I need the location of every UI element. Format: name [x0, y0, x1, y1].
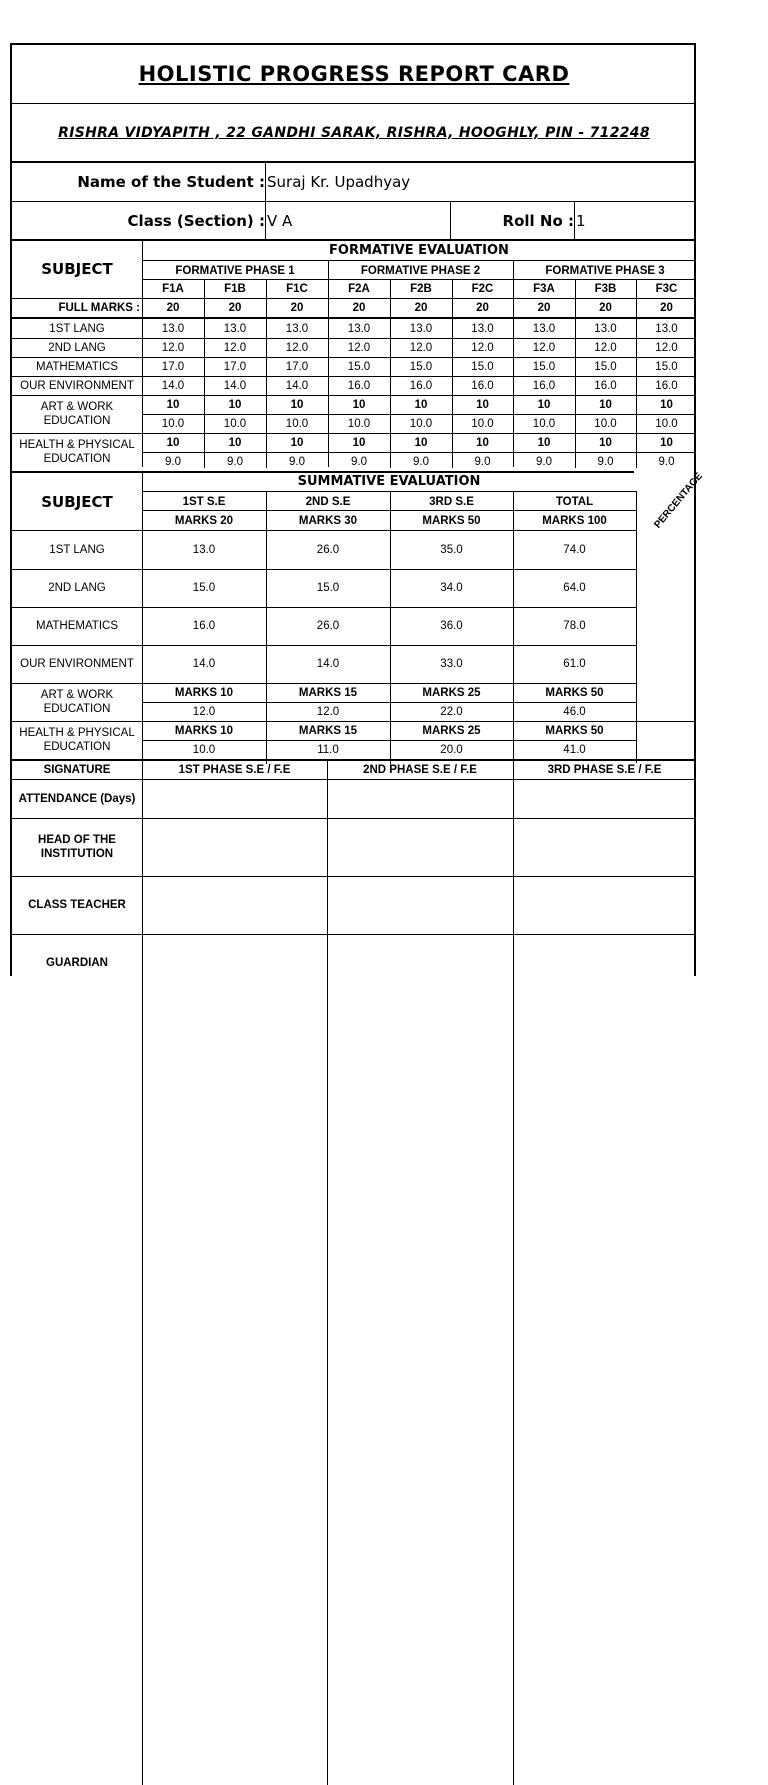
- signature-row-label: CLASS TEACHER: [28, 899, 126, 911]
- max-marks: 10: [352, 398, 366, 411]
- full-marks: 20: [290, 302, 304, 314]
- max-marks: 10: [290, 436, 304, 449]
- phase-header: 1ST PHASE S.E / F.E: [178, 764, 291, 776]
- score: 17.0: [223, 360, 247, 373]
- score: 9.0: [658, 455, 675, 468]
- subject-name: 1ST LANG: [49, 544, 105, 556]
- subject-name: MATHEMATICS: [36, 620, 118, 632]
- score: 17.0: [161, 360, 185, 373]
- subject-name: ART & WORK EDUCATION: [40, 401, 114, 427]
- subject-name: MATHEMATICS: [36, 360, 118, 373]
- max-marks: 10: [290, 398, 304, 411]
- column-header: TOTAL: [555, 495, 594, 508]
- max-marks: 10: [660, 398, 673, 411]
- score: 15.0: [192, 582, 216, 594]
- phase-header: 2ND PHASE S.E / F.E: [363, 764, 477, 776]
- full-marks: 20: [228, 302, 242, 314]
- score: 26.0: [316, 544, 340, 556]
- score: 13.0: [192, 544, 216, 556]
- score: 9.0: [536, 455, 552, 468]
- score: 13.0: [655, 322, 678, 335]
- score: 36.0: [440, 620, 463, 632]
- full-marks: 20: [476, 302, 489, 314]
- signature-row-label: ATTENDANCE (Days): [18, 793, 136, 805]
- max-marks: 10: [599, 398, 612, 411]
- score: 46.0: [563, 705, 586, 718]
- max-marks: 10: [660, 436, 673, 449]
- score: 14.0: [316, 658, 340, 670]
- score: 13.0: [594, 322, 617, 335]
- score: 15.0: [347, 360, 371, 373]
- score: 15.0: [532, 360, 556, 373]
- full-marks-label: FULL MARKS :: [58, 302, 140, 314]
- max-marks: 10: [599, 436, 612, 449]
- score: 64.0: [563, 582, 586, 594]
- score: 9.0: [165, 455, 181, 468]
- score: 13.0: [285, 322, 309, 335]
- student-name: Suraj Kr. Upadhyay: [267, 173, 411, 191]
- subject-header: SUBJECT: [41, 493, 113, 511]
- roll-no-label: Roll No :: [502, 211, 574, 230]
- score: 20.0: [440, 743, 463, 756]
- marks-header: MARKS 50: [545, 724, 604, 737]
- score: 10.0: [594, 417, 617, 430]
- score: 12.0: [409, 341, 433, 354]
- score: 33.0: [440, 658, 463, 670]
- subject-name: 2ND LANG: [48, 582, 106, 594]
- column-header: F1C: [286, 283, 308, 295]
- score: 12.0: [223, 341, 247, 354]
- score: 15.0: [594, 360, 617, 373]
- max-marks: 10: [166, 398, 180, 411]
- score: 34.0: [440, 582, 463, 594]
- formative-header: FORMATIVE EVALUATION: [329, 243, 509, 258]
- marks-header: MARKS 25: [422, 686, 481, 699]
- score: 11.0: [317, 743, 339, 756]
- score: 9.0: [597, 455, 614, 468]
- subject-name: HEALTH & PHYSICAL EDUCATION: [19, 727, 135, 753]
- class-section-label: Class (Section) :: [127, 211, 265, 230]
- score: 13.0: [347, 322, 371, 335]
- score: 12.0: [655, 341, 678, 354]
- max-marks: 10: [537, 398, 551, 411]
- score: 16.0: [594, 379, 617, 392]
- column-header: F2B: [410, 283, 432, 295]
- column-header: F2A: [348, 283, 370, 295]
- table-rule: [636, 491, 637, 763]
- max-marks: 10: [228, 398, 242, 411]
- score: 16.0: [655, 379, 678, 392]
- score: 16.0: [532, 379, 556, 392]
- score: 41.0: [563, 743, 586, 756]
- max-marks: 10: [537, 436, 551, 449]
- signature-header: SIGNATURE: [43, 764, 111, 776]
- max-marks: 10: [228, 436, 242, 449]
- score: 26.0: [316, 620, 340, 632]
- score: 10.0: [655, 417, 678, 430]
- marks-header: MARKS 20: [174, 514, 234, 527]
- full-marks: 20: [537, 302, 551, 314]
- score: 14.0: [161, 379, 185, 392]
- class-section: V A: [267, 211, 293, 230]
- subject-name: HEALTH & PHYSICAL EDUCATION: [19, 439, 135, 465]
- table-rule: [327, 761, 328, 1785]
- score: 9.0: [227, 455, 243, 468]
- score: 17.0: [285, 360, 309, 373]
- score: 16.0: [347, 379, 371, 392]
- max-marks: 10: [414, 398, 428, 411]
- phase-header: FORMATIVE PHASE 2: [360, 264, 481, 277]
- score: 9.0: [289, 455, 305, 468]
- score: 12.0: [192, 705, 216, 718]
- score: 16.0: [192, 620, 216, 632]
- phase-header: FORMATIVE PHASE 1: [175, 264, 295, 277]
- marks-header: MARKS 30: [298, 514, 358, 527]
- subject-name: ART & WORK EDUCATION: [40, 689, 114, 715]
- report-title: HOLISTIC PROGRESS REPORT CARD: [138, 62, 570, 86]
- score: 12.0: [471, 341, 494, 354]
- score: 12.0: [316, 705, 340, 718]
- score: 61.0: [563, 658, 586, 670]
- phase-header: 3RD PHASE S.E / F.E: [547, 764, 662, 776]
- marks-header: MARKS 10: [174, 686, 234, 699]
- subject-name: 1ST LANG: [49, 322, 105, 335]
- score: 14.0: [223, 379, 247, 392]
- score: 13.0: [409, 322, 433, 335]
- column-header: F3C: [655, 283, 678, 295]
- max-marks: 10: [414, 436, 428, 449]
- score: 35.0: [440, 544, 463, 556]
- score: 10.0: [285, 417, 309, 430]
- column-header: 2ND S.E: [305, 495, 351, 508]
- report-card: [10, 43, 705, 976]
- score: 9.0: [351, 455, 367, 468]
- score: 10.0: [223, 417, 247, 430]
- full-marks: 20: [599, 302, 612, 314]
- score: 10.0: [409, 417, 433, 430]
- phase-header: FORMATIVE PHASE 3: [545, 264, 665, 277]
- subject-header: SUBJECT: [41, 260, 113, 278]
- full-marks: 20: [414, 302, 428, 314]
- score: 10.0: [471, 417, 494, 430]
- score: 12.0: [347, 341, 371, 354]
- table-rule: [142, 510, 636, 511]
- score: 13.0: [161, 322, 185, 335]
- marks-header: MARKS 15: [298, 686, 358, 699]
- score: 15.0: [471, 360, 494, 373]
- subject-name: OUR ENVIRONMENT: [20, 658, 134, 670]
- score: 13.0: [532, 322, 556, 335]
- signature-row-label: GUARDIAN: [46, 957, 108, 969]
- score: 12.0: [532, 341, 556, 354]
- score: 13.0: [471, 322, 494, 335]
- score: 12.0: [161, 341, 185, 354]
- subject-name: OUR ENVIRONMENT: [20, 379, 134, 392]
- full-marks: 20: [352, 302, 366, 314]
- score: 14.0: [192, 658, 216, 670]
- score: 15.0: [655, 360, 678, 373]
- column-header: 1ST S.E: [182, 495, 226, 508]
- marks-header: MARKS 25: [422, 724, 481, 737]
- summative-header: SUMMATIVE EVALUATION: [297, 474, 481, 489]
- max-marks: 10: [352, 436, 366, 449]
- score: 15.0: [409, 360, 433, 373]
- subject-name: 2ND LANG: [48, 341, 106, 354]
- score: 16.0: [471, 379, 494, 392]
- marks-header: MARKS 50: [422, 514, 481, 527]
- column-header: 3RD S.E: [429, 495, 474, 508]
- score: 16.0: [409, 379, 433, 392]
- marks-header: MARKS 100: [542, 514, 607, 527]
- table-rule: [142, 761, 143, 1785]
- column-header: F3B: [594, 283, 617, 295]
- student-name-label: Name of the Student :: [77, 173, 265, 191]
- score: 22.0: [440, 705, 463, 718]
- score: 78.0: [563, 620, 586, 632]
- full-marks: 20: [166, 302, 180, 314]
- full-marks: 20: [660, 302, 673, 314]
- max-marks: 10: [476, 436, 489, 449]
- column-header: F1B: [224, 283, 246, 295]
- percentage-label: PERCENTAGE: [652, 470, 705, 531]
- column-header: F2C: [471, 283, 494, 295]
- max-marks: 10: [166, 436, 180, 449]
- table-rule: [513, 761, 514, 1785]
- score: 74.0: [563, 544, 586, 556]
- score: 10.0: [161, 417, 185, 430]
- max-marks: 10: [476, 398, 489, 411]
- signature-row-label: HEAD OF THE INSTITUTION: [38, 834, 116, 860]
- score: 12.0: [285, 341, 309, 354]
- score: 14.0: [285, 379, 309, 392]
- roll-no: 1: [576, 211, 586, 230]
- score: 15.0: [316, 582, 340, 594]
- school-address: RISHRA VIDYAPITH , 22 GANDHI SARAK, RISHRA, HOOGHLY, PIN - 712248: [58, 124, 650, 141]
- score: 12.0: [594, 341, 617, 354]
- score: 13.0: [223, 322, 247, 335]
- marks-header: MARKS 15: [298, 724, 358, 737]
- score: 9.0: [413, 455, 429, 468]
- marks-header: MARKS 50: [545, 686, 604, 699]
- score: 9.0: [474, 455, 491, 468]
- column-header: F3A: [533, 283, 555, 295]
- column-header: F1A: [162, 283, 184, 295]
- score: 10.0: [347, 417, 371, 430]
- score: 10.0: [192, 743, 216, 756]
- marks-header: MARKS 10: [174, 724, 234, 737]
- score: 10.0: [532, 417, 556, 430]
